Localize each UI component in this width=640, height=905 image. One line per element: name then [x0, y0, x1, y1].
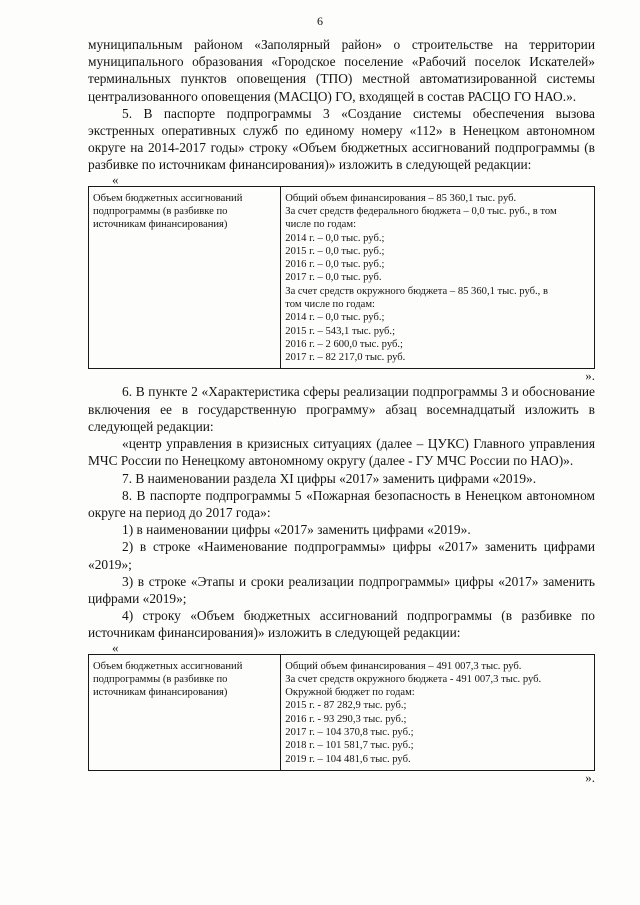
paragraph-item-8-2: 2) в строке «Наименование подпрограммы» цифры «2017» заменить цифрами «2019»;	[88, 539, 595, 572]
budget-table-subprogram-5	[88, 654, 595, 771]
paragraph-item-7: 7. В наименовании раздела XI цифры «2017» заменить цифрами «2019».	[122, 470, 537, 486]
document-body	[88, 36, 595, 785]
table1-label-cell: Объем бюджетных ассигнований подпрограммы (в разбивке по источникам финансирования)	[89, 186, 281, 369]
close-quote-2: ».	[585, 769, 595, 785]
table2-line: 2015 г. - 87 282,9 тыс. руб.;	[285, 700, 407, 712]
paragraph-cuks-quote: «центр управления в кризисных ситуациях (далее – ЦУКС) Главного управления МЧС России по Ненецкому автономному округу (далее - ГУ МЧС России по НАО)».	[88, 436, 595, 469]
table1-line: 2015 г. – 0,0 тыс. руб.;	[285, 245, 385, 257]
table1-line: том числе по годам:	[285, 299, 375, 310]
table1-line: 2014 г. – 0,0 тыс. руб.;	[285, 312, 385, 324]
table2-line: За счет средств окружного бюджета - 491 007,3 тыс. руб.	[285, 673, 542, 685]
paragraph-item-8-3: 3) в строке «Этапы и сроки реализации подпрограммы» цифры «2017» заменить цифрами «2019»;	[88, 573, 595, 606]
table1-line: 2015 г. – 543,1 тыс. руб.;	[285, 325, 396, 337]
table1-line: 2017 г. – 0,0 тыс. руб.	[285, 272, 382, 284]
paragraph-item-6: 6. В пункте 2 «Характеристика сферы реализации подпрограммы 3 и обоснование включения ее в государственную программу» абзац восемнадцатый изложить в следующей редакции:	[88, 384, 595, 434]
paragraph-item-8: 8. В паспорте подпрограммы 5 «Пожарная безопасность в Ненецком автономном округе на период до 2017 года»:	[88, 487, 595, 520]
open-quote-2: «	[112, 639, 119, 655]
paragraph-masco: муниципальным районом «Заполярный район» о строительстве на территории муниципального образования «Городское поселение «Рабочий поселок Искателей» терминальных пунктов оповещения (ТПО) местной автоматизированной системы централизованного оповещения (МАСЦО) ГО, входящей в состав РАСЦО ГО НАО.».	[88, 37, 595, 104]
table2-value-cell	[281, 654, 595, 770]
table1-value-cell	[281, 186, 595, 369]
table1-line: Общий объем финансирования – 85 360,1 тыс. руб.	[285, 192, 517, 204]
table1-line: числе по годам:	[285, 219, 357, 231]
page-number: 6	[317, 14, 323, 28]
table1-line: 2016 г. – 0,0 тыс. руб.;	[285, 259, 385, 271]
paragraph-item-8-4: 4) строку «Объем бюджетных ассигнований подпрограммы (в разбивке по источникам финансирования)» изложить в следующей редакции:	[88, 608, 595, 641]
table2-line: 2016 г. - 93 290,3 тыс. руб.;	[285, 713, 407, 725]
paragraph-item-8-1: 1) в наименовании цифры «2017» заменить цифрами «2019».	[122, 522, 471, 538]
table2-line: 2018 г. – 101 581,7 тыс. руб.;	[285, 740, 414, 752]
table2-label-cell: Объем бюджетных ассигнований подпрограммы (в разбивке по источникам финансирования)	[89, 654, 281, 770]
table2-line: 2019 г. – 104 481,6 тыс. руб.	[285, 753, 411, 765]
open-quote-1: «	[112, 171, 119, 187]
table1-line: За счет средств федерального бюджета – 0,0 тыс. руб., в том	[285, 205, 557, 217]
budget-table-subprogram-3	[88, 186, 595, 370]
paragraph-item-5: 5. В паспорте подпрограммы 3 «Создание системы обеспечения вызова экстренных оперативных служб по единому номеру «112» в Ненецком автономном округе на 2014-2017 годы» строку «Объем бюджетных ассигнований подпрограммы (в разбивке по источникам финансирования)» изложить в следующей редакции:	[88, 105, 595, 173]
table1-line: 2017 г. – 82 217,0 тыс. руб.	[285, 352, 406, 364]
table2-line: Окружной бюджет по годам:	[285, 687, 415, 699]
close-quote-1: ».	[585, 368, 595, 384]
table2-line: Общий объем финансирования – 491 007,3 тыс. руб.	[285, 660, 522, 672]
table2-line: 2017 г. – 104 370,8 тыс. руб.;	[285, 727, 414, 739]
table1-line: 2014 г. – 0,0 тыс. руб.;	[285, 232, 385, 244]
table1-line: 2016 г. – 2 600,0 тыс. руб.;	[285, 338, 403, 350]
table1-line: За счет средств окружного бюджета – 85 360,1 тыс. руб., в	[285, 285, 548, 297]
